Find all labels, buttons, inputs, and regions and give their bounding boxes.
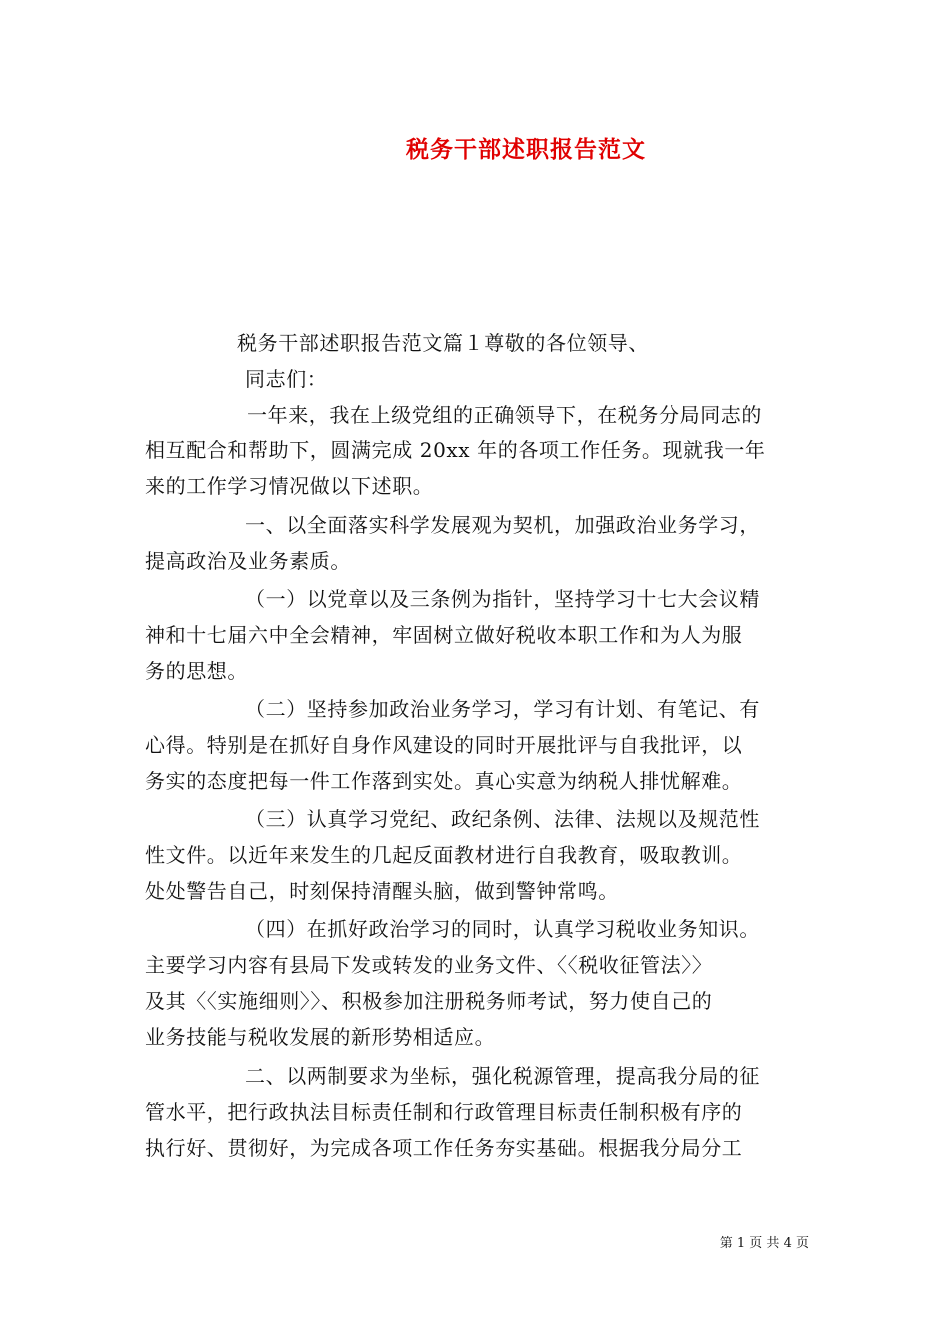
paragraph-line: 二、以两制要求为坐标，强化税源管理，提高我分局的征: [245, 1064, 760, 1088]
paragraph-line: 处处警告自己，时刻保持清醒头脑，做到警钟常鸣。: [145, 879, 619, 903]
paragraph-line: （二）坚持参加政治业务学习，学习有计划、有笔记、有: [245, 697, 760, 721]
page-prefix: 第: [719, 1236, 733, 1251]
paragraph-line: 心得。特别是在抓好自身作风建设的同时开展批评与自我批评，以: [145, 733, 743, 757]
page-total: 4: [783, 1236, 792, 1251]
paragraph-line: 一、以全面落实科学发展观为契机，加强政治业务学习，: [245, 513, 760, 537]
paragraph-line: 神和十七届六中全会精神，牢固树立做好税收本职工作和为人为服: [145, 623, 743, 647]
paragraph-line: 性文件。以近年来发生的几起反面教材进行自我教育，吸取教训。: [145, 843, 743, 867]
document-title: 税务干部述职报告范文: [406, 136, 646, 163]
page-number: [720, 1232, 809, 1251]
paragraph-line: 相互配合和帮助下，圆满完成 20xx 年的各项工作任务。现就我一年: [145, 438, 766, 462]
paragraph-line: （三）认真学习党纪、政纪条例、法律、法规以及规范性: [245, 807, 760, 831]
paragraph-line: 及其〈〈实施细则〉〉、积极参加注册税务师考试，努力使自己的: [145, 989, 713, 1013]
paragraph-line: 提高政治及业务素质。: [145, 549, 351, 573]
paragraph-line: 务的思想。: [145, 659, 248, 683]
paragraph-line: （四）在抓好政治学习的同时，认真学习税收业务知识。: [245, 917, 760, 941]
paragraph-line: 管水平，把行政执法目标责任制和行政管理目标责任制积极有序的: [145, 1100, 743, 1124]
page-suffix: 页: [795, 1236, 809, 1251]
paragraph-line: 主要学习内容有县局下发或转发的业务文件、〈〈税收征管法〉〉: [145, 953, 713, 977]
paragraph-line: 一年来，我在上级党组的正确领导下，在税务分局同志的: [247, 403, 762, 427]
paragraph-line: （一）以党章以及三条例为指针，坚持学习十七大会议精: [245, 587, 760, 611]
page-current: 1: [736, 1236, 746, 1251]
paragraph-line: 业务技能与税收发展的新形势相适应。: [145, 1025, 496, 1049]
page-middle: 页 共: [749, 1236, 780, 1251]
paragraph-line: 同志们：: [245, 367, 328, 391]
paragraph-line: 务实的态度把每一件工作落到实处。真心实意为纳税人排忧解难。: [145, 769, 743, 793]
paragraph-line: 税务干部述职报告范文篇１尊敬的各位领导、: [237, 331, 649, 355]
paragraph-line: 执行好、贯彻好，为完成各项工作任务夯实基础。根据我分局分工: [145, 1136, 743, 1160]
paragraph-line: 来的工作学习情况做以下述职。: [145, 474, 434, 498]
